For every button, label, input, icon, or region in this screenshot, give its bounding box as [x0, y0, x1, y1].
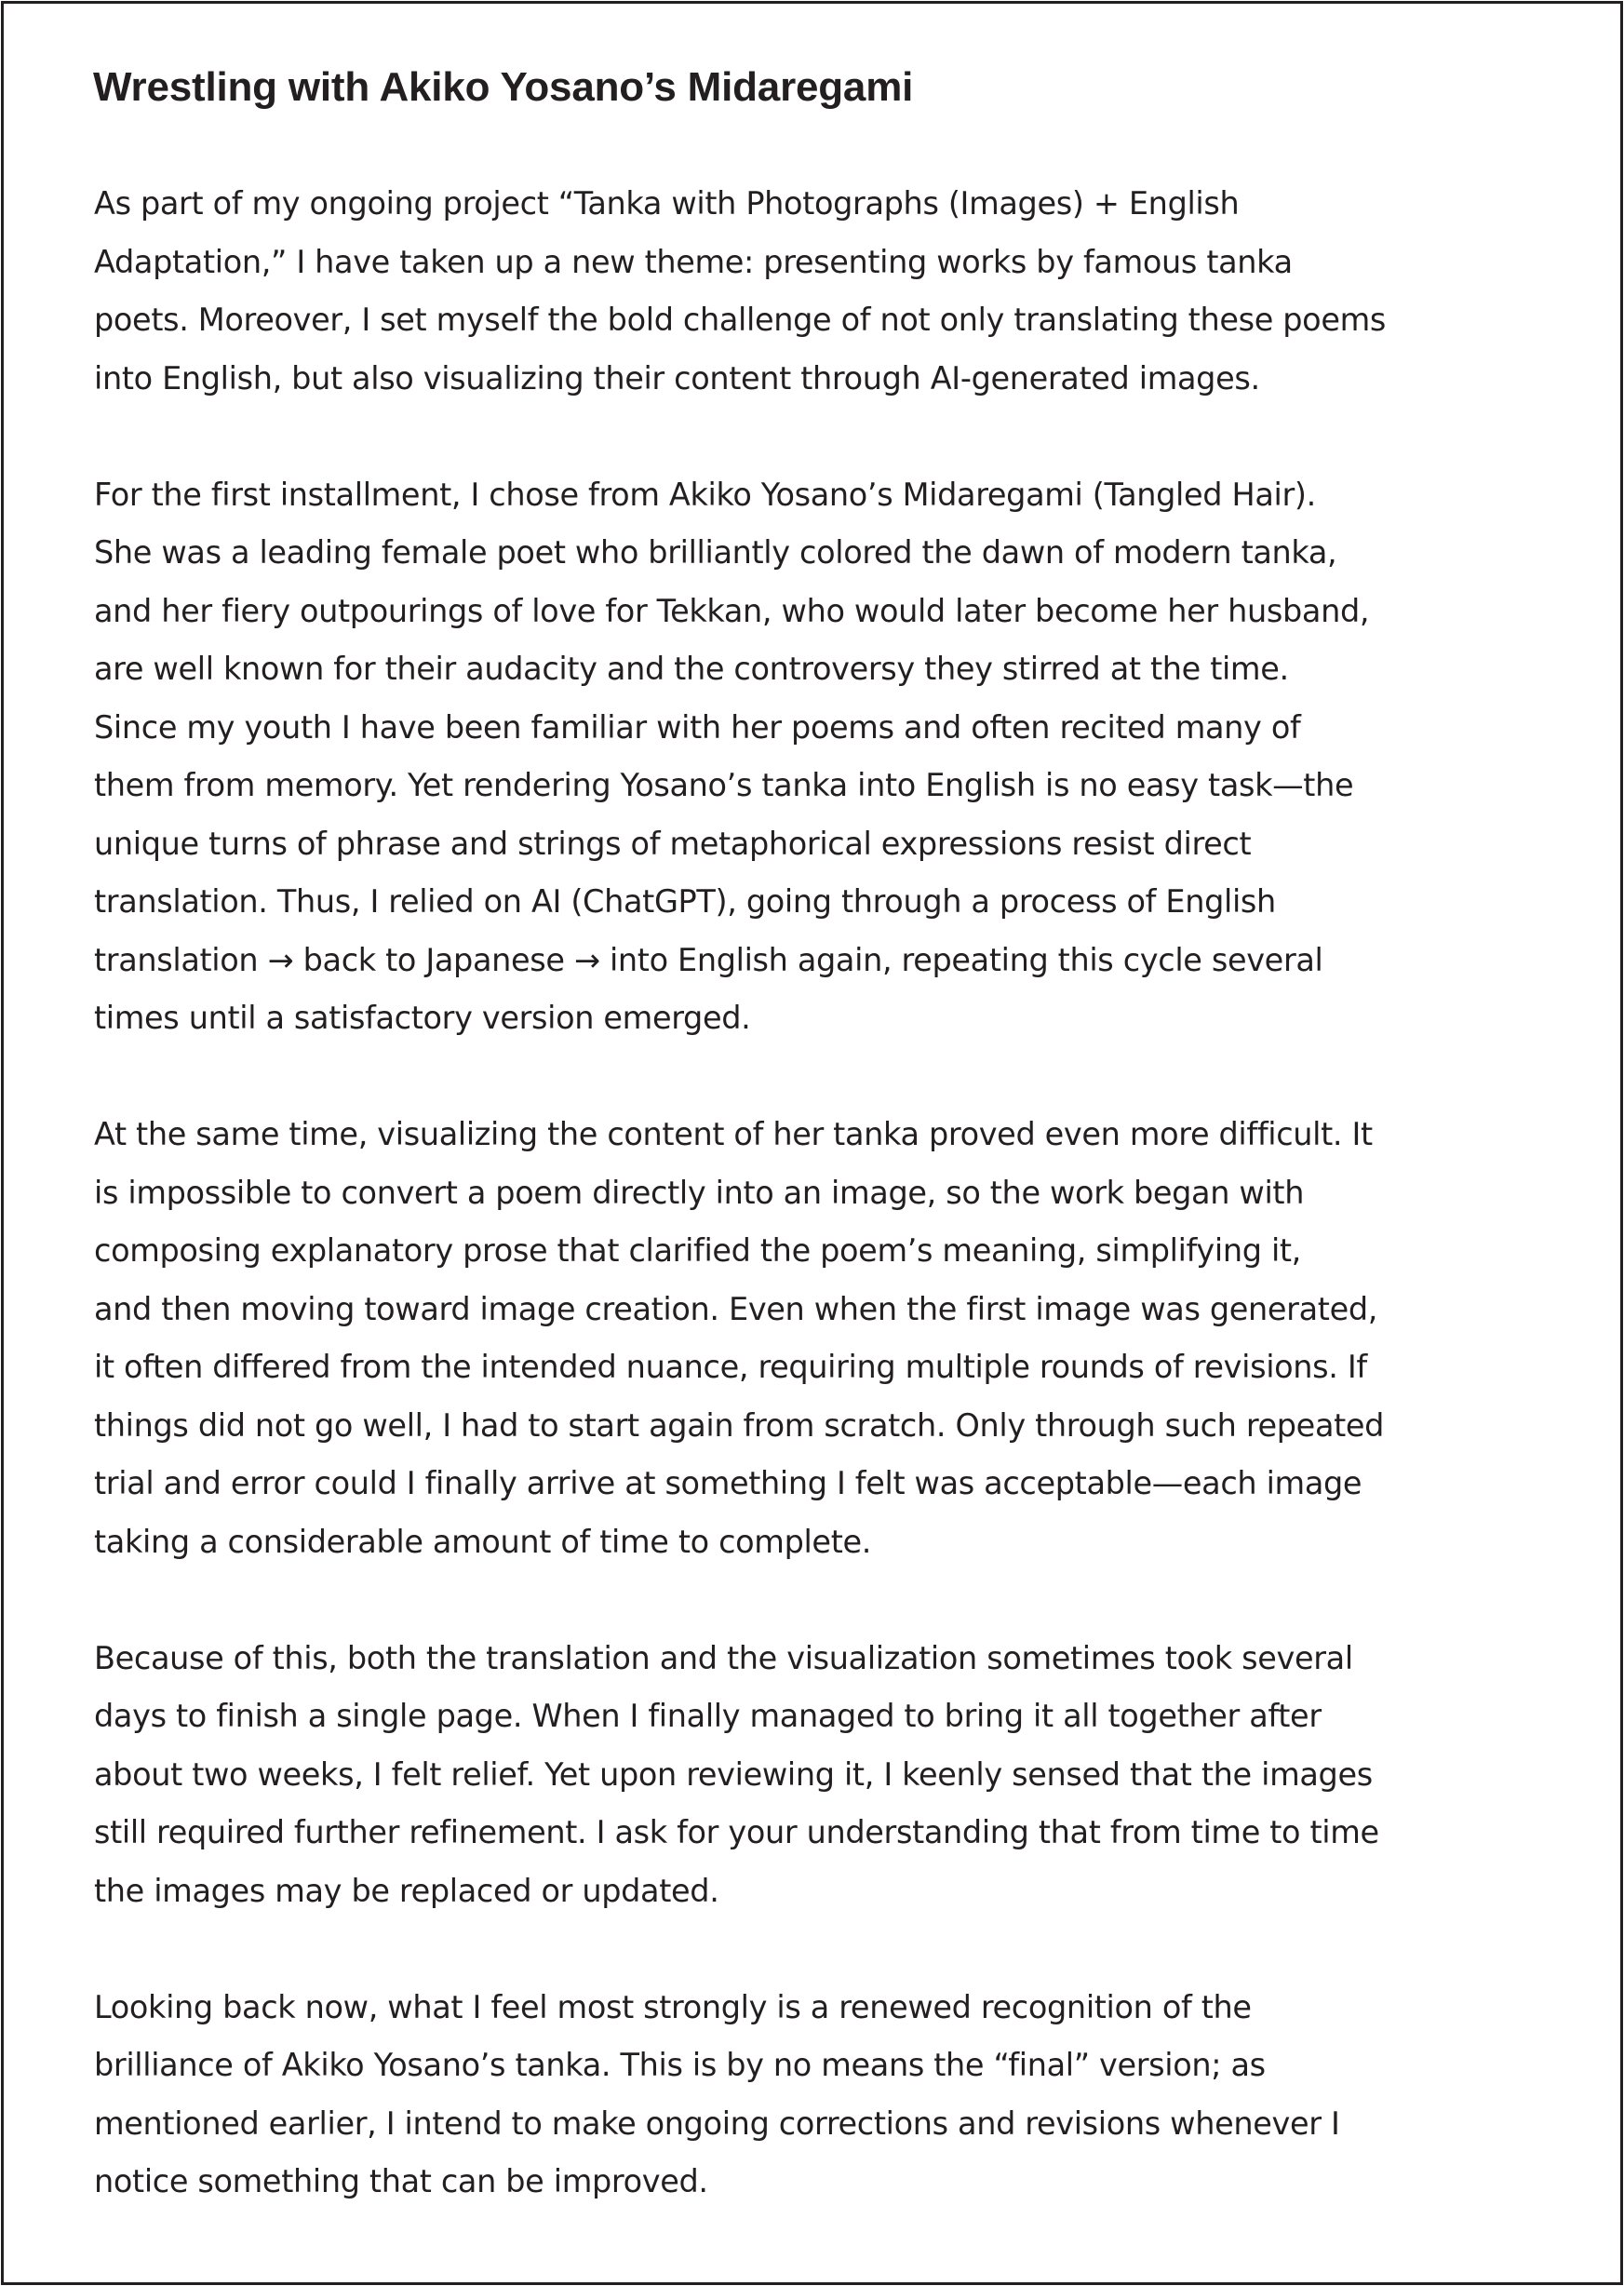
text-line: As part of my ongoing project “Tanka with Photographs (Images) + English	[94, 185, 1240, 222]
text-line: is impossible to convert a poem directly into an image, so the work began with	[94, 1174, 1305, 1211]
text-line: Looking back now, what I feel most strongly is a renewed recognition of the	[94, 1988, 1252, 2025]
text-line: and her fiery outpourings of love for Tekkan, who would later become her husband,	[94, 592, 1370, 629]
text-line: poets. Moreover, I set myself the bold challenge of not only translating these poems	[94, 302, 1386, 338]
text-line: unique turns of phrase and strings of metaphorical expressions resist direct	[94, 825, 1252, 862]
text-line: taking a considerable amount of time to complete.	[94, 1523, 872, 1560]
text-line: Adaptation,” I have taken up a new theme: presenting works by famous tanka	[94, 243, 1293, 280]
text-line: translation. Thus, I relied on AI (ChatGPT), going through a process of English	[94, 883, 1276, 920]
text-line: are well known for their audacity and the controversy they stirred at the time.	[94, 651, 1289, 687]
text-line: translation → back to Japanese → into English again, repeating this cycle several	[94, 941, 1323, 978]
text-line: notice something that can be improved.	[94, 2163, 708, 2199]
paragraph-1	[94, 175, 1564, 408]
text-line: them from memory. Yet rendering Yosano’s tanka into English is no easy task—the	[94, 767, 1354, 803]
paragraph-4	[94, 1630, 1564, 1921]
text-line: mentioned earlier, I intend to make ongoing corrections and revisions whenever I	[94, 2104, 1340, 2142]
text-line: brilliance of Akiko Yosano’s tanka. This is by no means the “final” version; as	[94, 2047, 1266, 2083]
page-frame	[1, 1, 1623, 2285]
text-line: still required further refinement. I ask for your understanding that from time to time	[94, 1814, 1379, 1850]
text-line: it often differed from the intended nuance, requiring multiple rounds of revisions. If	[94, 1349, 1367, 1385]
text-line: composing explanatory prose that clarified the poem’s meaning, simplifying it,	[94, 1232, 1301, 1269]
text-line: into English, but also visualizing their content through AI-generated images.	[94, 359, 1260, 397]
page-title: Wrestling with Akiko Yosano’s Midaregami	[93, 64, 914, 110]
text-line: times until a satisfactory version emerged.	[94, 1000, 751, 1036]
text-line: At the same time, visualizing the content of her tanka proved even more difficult. It	[94, 1116, 1373, 1152]
text-line: She was a leading female poet who brilliantly colored the dawn of modern tanka,	[94, 534, 1337, 571]
text-line: the images may be replaced or updated.	[94, 1872, 719, 1909]
paragraph-5	[94, 1979, 1564, 2212]
paragraph-3	[94, 1106, 1564, 1571]
text-line: Because of this, both the translation and the visualization sometimes took several	[94, 1639, 1353, 1676]
text-line: days to finish a single page. When I finally managed to bring it all together after	[94, 1698, 1322, 1734]
text-line: and then moving toward image creation. Even when the first image was generated,	[94, 1290, 1378, 1327]
text-line: For the first installment, I chose from Akiko Yosano’s Midaregami (Tangled Hair).	[94, 476, 1316, 513]
text-line: about two weeks, I felt relief. Yet upon reviewing it, I keenly sensed that the images	[94, 1755, 1373, 1793]
text-line: Since my youth I have been familiar with her poems and often recited many of	[94, 708, 1301, 746]
text-line: things did not go well, I had to start again from scratch. Only through such repeated	[94, 1406, 1385, 1444]
essay-body	[94, 175, 1564, 2269]
paragraph-2	[94, 466, 1564, 1048]
text-line: trial and error could I finally arrive at something I felt was acceptable—each image	[94, 1465, 1362, 1501]
